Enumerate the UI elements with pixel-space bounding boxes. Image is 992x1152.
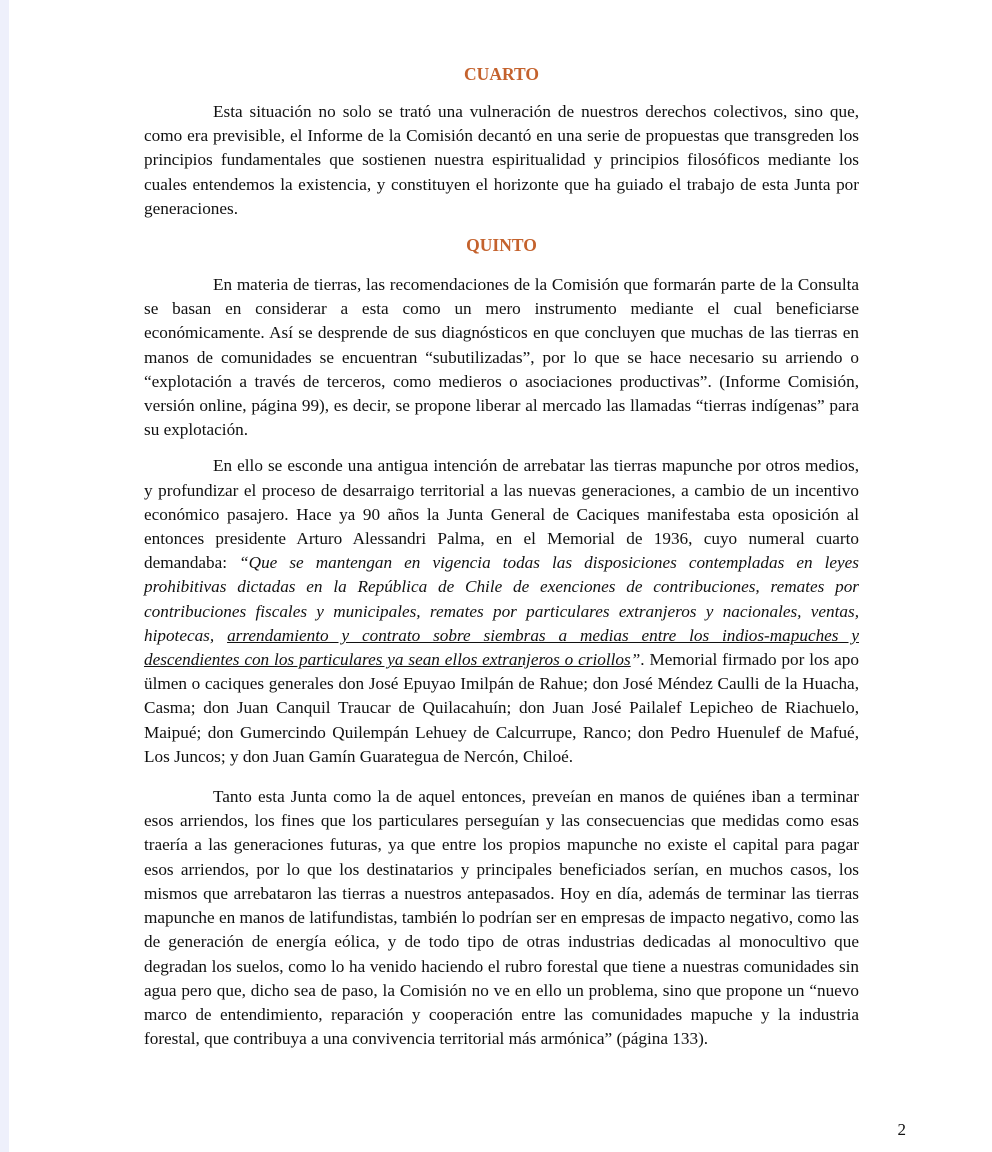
paragraph-tierras: En materia de tierras, las recomendaciones de la Comisión que formarán parte de la Consulta se basan en considerar a esta como un mero instrumento mediante el cual beneficiarse económicamente. Así se desprende de sus diagnósticos en que concluyen que muchas de las tierras en manos de comunidades se encuentran “subutilizadas”, por lo que se hace necesario su arriendo o “explotación a través de terceros, como medieros o asociaciones productivas”. (Informe Comisión, versión online, página 99), es decir, se propone liberar al mercado las llamadas “tierras indígenas” para su explotación. xyxy=(144,275,859,440)
paragraph-memorial xyxy=(144,454,859,769)
paragraph-cuarto: Esta situación no solo se trató una vulneración de nuestros derechos colectivos, sino que, como era previsible, el Informe de la Comisión decantó en una serie de propuestas que transgreden los principios fundamentales que sostienen nuestra espiritualidad y principios filosóficos mediante los cuales entendemos la existencia, y constituyen el horizonte que ha guiado el trabajo de esta Junta por generaciones. xyxy=(144,102,859,218)
page-left-edge xyxy=(0,0,9,1152)
page-number: 2 xyxy=(897,1120,906,1139)
memorial-signatories-text: . Memorial firmado por los apo ülmen o caciques generales don José Epuyao Imilpán de Rahue; don José Méndez Caulli de la Huacha, Casma; don Juan Canquil Traucar de Quilacahuín; don Juan José Pailalef Lepicheo de Riachuelo, Maipué; don Gumercindo Quilempán Lehuey de Calcurrupe, Ranco; don Pedro Huenulef de Mafué, Los Juncos; y don Juan Gamín Guarategua de Nercón, Chiloé. xyxy=(144,650,859,766)
memorial-quote-close: ” xyxy=(630,650,641,670)
paragraph-arriendos: Tanto esta Junta como la de aquel entonces, preveían en manos de quiénes iban a terminar esos arriendos, los fines que los particulares perseguían y las consecuencias que medidas como esas traería a las generaciones futuras, ya que entre los propios mapunche no existe el capital para pagar esos arriendos, por lo que los destinatarios y principales beneficiados serían, en muchos casos, los mismos que arrebataron las tierras a nuestros antepasados. Hoy en día, además de terminar las tierras mapunche en manos de latifundistas, también lo podrían ser en empresas de impacto negativo, como las de generación de energía eólica, y de todo tipo de otras industrias dedicadas al monocultivo que degradan los suelos, como lo ha venido haciendo el rubro forestal que tiene a nuestras comunidades sin agua pero que, dicho sea de paso, la Comisión no ve en ello un problema, sino que propone un “nuevo marco de entendimiento, reparación y cooperación entre las comunidades mapuche y la industria forestal, que contribuya a una convivencia territorial más armónica” (página 133). xyxy=(144,787,859,1049)
memorial-intro-text: En ello se esconde una antigua intención de arrebatar las tierras mapunche por otros medios, y profundizar el proceso de desarraigo territorial a las nuevas generaciones, a cambio de un incentivo económico pasajero. Hace ya 90 años la Junta General de Caciques manifestaba esta oposición al entonces presidente Arturo Alessandri Palma, en el Memorial de 1936, cuyo numeral cuarto demandaba: xyxy=(144,456,859,573)
document-page xyxy=(144,62,859,1051)
memorial-quote-text: “Que se mantengan en vigencia todas las disposiciones contempladas en leyes prohibitivas dictadas en la República de Chile de exenciones de contribuciones, remates por contribuciones fiscales y municipales, remates por particulares extranjeros y nacionales, ventas, hipotecas, xyxy=(144,553,859,645)
section-heading-cuarto: CUARTO xyxy=(464,64,539,84)
memorial-quote-underlined: arrendamiento y contrato sobre siembras a medias entre los indios-mapuches y descendientes con los particulares ya sean ellos extranjeros o criollos xyxy=(144,625,859,670)
section-heading-quinto: QUINTO xyxy=(466,235,537,256)
